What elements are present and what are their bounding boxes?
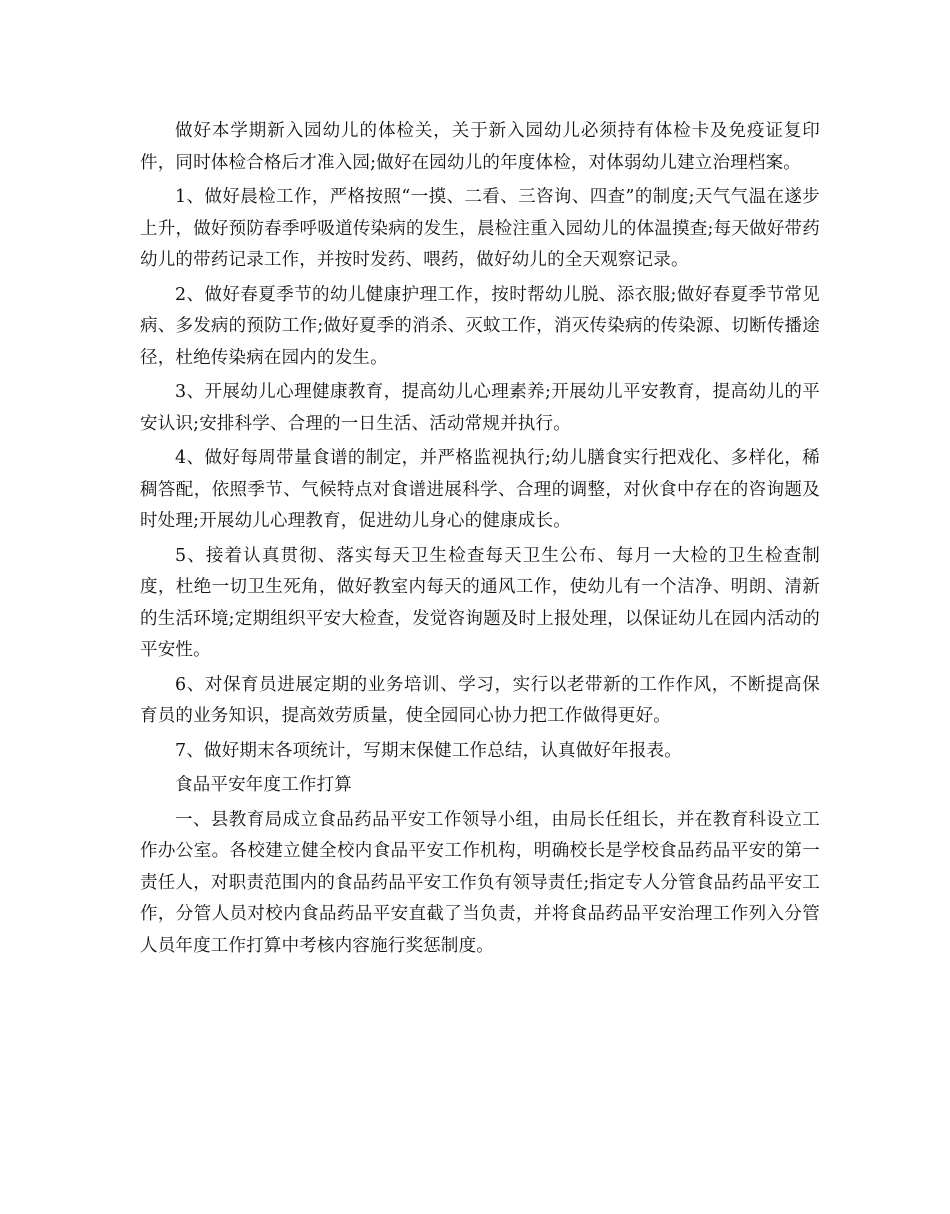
document-body — [140, 116, 820, 965]
paragraph-seasonal-care: 2、做好春夏季节的幼儿健康护理工作，按时帮幼儿脱、添衣服;做好春夏季节常见病、多发病的预防工作;做好夏季的消杀、灭蚊工作，消灭传染病的传染源、切断传播途径，杜绝传染病在园内的发生。 — [140, 284, 820, 368]
paragraph-mental-health: 3、开展幼儿心理健康教育，提高幼儿心理素养;开展幼儿平安教育，提高幼儿的平安认识;安排科学、合理的一日生活、活动常规并执行。 — [140, 382, 820, 434]
paragraph-morning-check: 1、做好晨检工作，严格按照“一摸、二看、三咨询、四查”的制度;天气气温在遂步上升，做好预防春季呼吸道传染病的发生，晨检注重入园幼儿的体温摸查;每天做好带药幼儿的带药记录工作，并按时发药、喂药，做好幼儿的全天观察记录。 — [140, 187, 820, 270]
paragraph-health-check-intro: 做好本学期新入园幼儿的体检关，关于新入园幼儿必须持有体检卡及免疫证复印件，同时体检合格后才准入园;做好在园幼儿的年度体检，对体弱幼儿建立治理档案。 — [140, 121, 820, 173]
section-heading-food-safety-plan: 食品平安年度工作打算 — [175, 775, 352, 795]
paragraph-food-safety-leadership: 一、县教育局成立食品药品平安工作领导小组，由局长任组长，并在教育科设立工作办公室。各校建立健全校内食品平安工作机构，明确校长是学校食品药品平安的第一责任人，对职责范围内的食品药品平安工作负有领导责任;指定专人分管食品药品平安工作，分管人员对校内食品药品平安直截了当负责，并将食品药品平安治理工作列入分管人员年度工作打算中考核内容施行奖惩制度。 — [140, 809, 820, 956]
paragraph-staff-training: 6、对保育员进展定期的业务培训、学习，实行以老带新的工作作风，不断提高保育员的业务知识，提高效劳质量，使全园同心协力把工作做得更好。 — [140, 674, 820, 726]
paragraph-year-end-report: 7、做好期末各项统计，写期末保健工作总结，认真做好年报表。 — [175, 740, 682, 761]
paragraph-weekly-menu: 4、做好每周带量食谱的制定，并严格监视执行;幼儿膳食实行把戏化、多样化，稀稠答配，依照季节、气候特点对食谱进展科学、合理的调整，对伙食中存在的咨询题及时处理;开展幼儿心理教育，促进幼儿身心的健康成长。 — [140, 448, 820, 531]
paragraph-hygiene-inspection: 5、接着认真贯彻、落实每天卫生检查每天卫生公布、每月一大检的卫生检查制度，杜绝一切卫生死角，做好教室内每天的通风工作，使幼儿有一个洁净、明朗、清新的生活环境;定期组织平安大检查，发觉咨询题及时上报处理，以保证幼儿在园内活动的平安性。 — [140, 545, 820, 660]
